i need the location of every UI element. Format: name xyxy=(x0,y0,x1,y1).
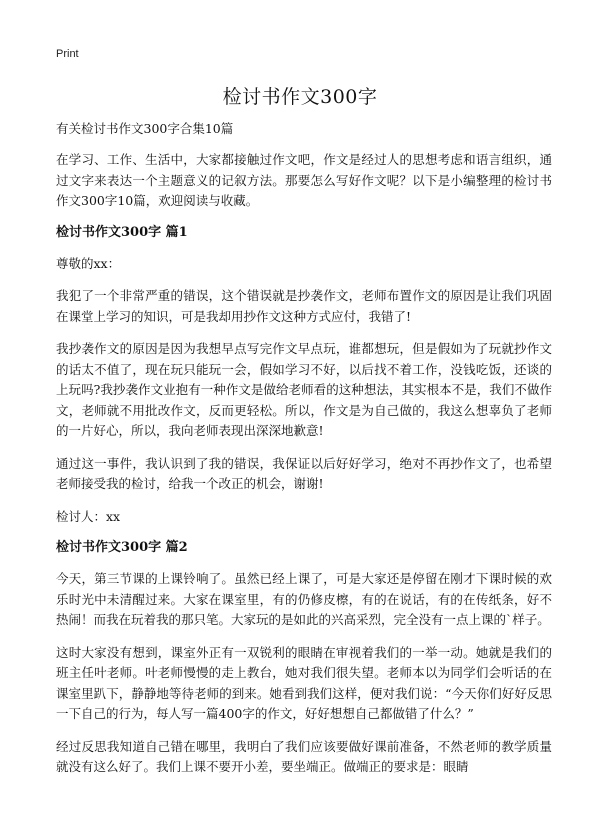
intro-paragraph: 在学习、工作、生活中，大家都接触过作文吧，作文是经过人的思想考虑和语言组织，通过文字来表达一个主题意义的记叙方法。那要怎么写好作文呢？以下是小编整理的检讨书作文300字10篇，欢迎阅读与收藏。 xyxy=(56,152,552,208)
salutation: 尊敬的xx： xyxy=(56,255,121,271)
section-1-paragraph-3: 通过这一事件，我认识到了我的错误，我保证以后好好学习，绝对不再抄作文了，也希望老师接受我的检讨，给我一个改正的机会，谢谢! xyxy=(56,455,552,491)
section-1-paragraph-1: 我犯了一个非常严重的错误，这个错误就是抄袭作文，老师布置作文的原因是让我们巩固在课堂上学习的知识，可是我却用抄作文这种方式应付，我错了! xyxy=(56,288,552,324)
section-2-paragraph-3: 经过反思我知道自己错在哪里，我明白了我们应该要做好课前准备，不然老师的教学质量就没有这么好了。我们上课不要开小差，要坐端正。做端正的要求是：眼睛 xyxy=(56,738,552,774)
section-heading-2: 检讨书作文300字 篇2 xyxy=(56,540,188,555)
section-2-paragraph-1: 今天，第三节课的上课铃响了。虽然已经上课了，可是大家还是停留在刚才下课时候的欢乐时光中未清醒过来。大家在课室里，有的仍修皮檫，有的在说话，有的在传纸条，好不热闹！而我在玩着我的那只笔。大家玩的是如此的兴高采烈，完全没有一点上课的`样子。 xyxy=(56,571,552,627)
document-title: 检讨书作文300字 xyxy=(222,86,378,108)
signature-line: 检讨人：xx xyxy=(56,508,121,524)
document-body xyxy=(56,120,552,790)
document-subtitle: 有关检讨书作文300字合集10篇 xyxy=(56,121,234,136)
print-label[interactable]: Print xyxy=(56,48,79,60)
section-heading-1: 检讨书作文300字 篇1 xyxy=(56,224,188,240)
section-2-paragraph-2: 这时大家没有想到，课室外正有一双锐利的眼睛在审视着我们的一举一动。她就是我们的班主任叶老师。叶老师慢慢的走上教台，她对我们很失望。老师本以为同学们会听话的在课室里趴下，静静地等待老师的到来。她看到我们这样，便对我们说：“今天你们好好反思一下自己的行为，每人写一篇400字的作文，好好想想自己都做错了什么？” xyxy=(56,644,552,721)
section-1-paragraph-2: 我抄袭作文的原因是因为我想早点写完作文早点玩，谁都想玩，但是假如为了玩就抄作文的话太不值了，现在玩只能玩一会，假如学习不好，以后找不着工作，没钱吃饭，还谈的上玩吗?我抄袭作文业抱有一种作文是做给老师看的这种想法，其实根本不是，我们不做作文，老师就不用批改作文，反而更轻松。所以，作文是为自己做的，我这么想辜负了老师的一片好心，所以，我向老师表现出深深地歉意! xyxy=(56,341,552,438)
